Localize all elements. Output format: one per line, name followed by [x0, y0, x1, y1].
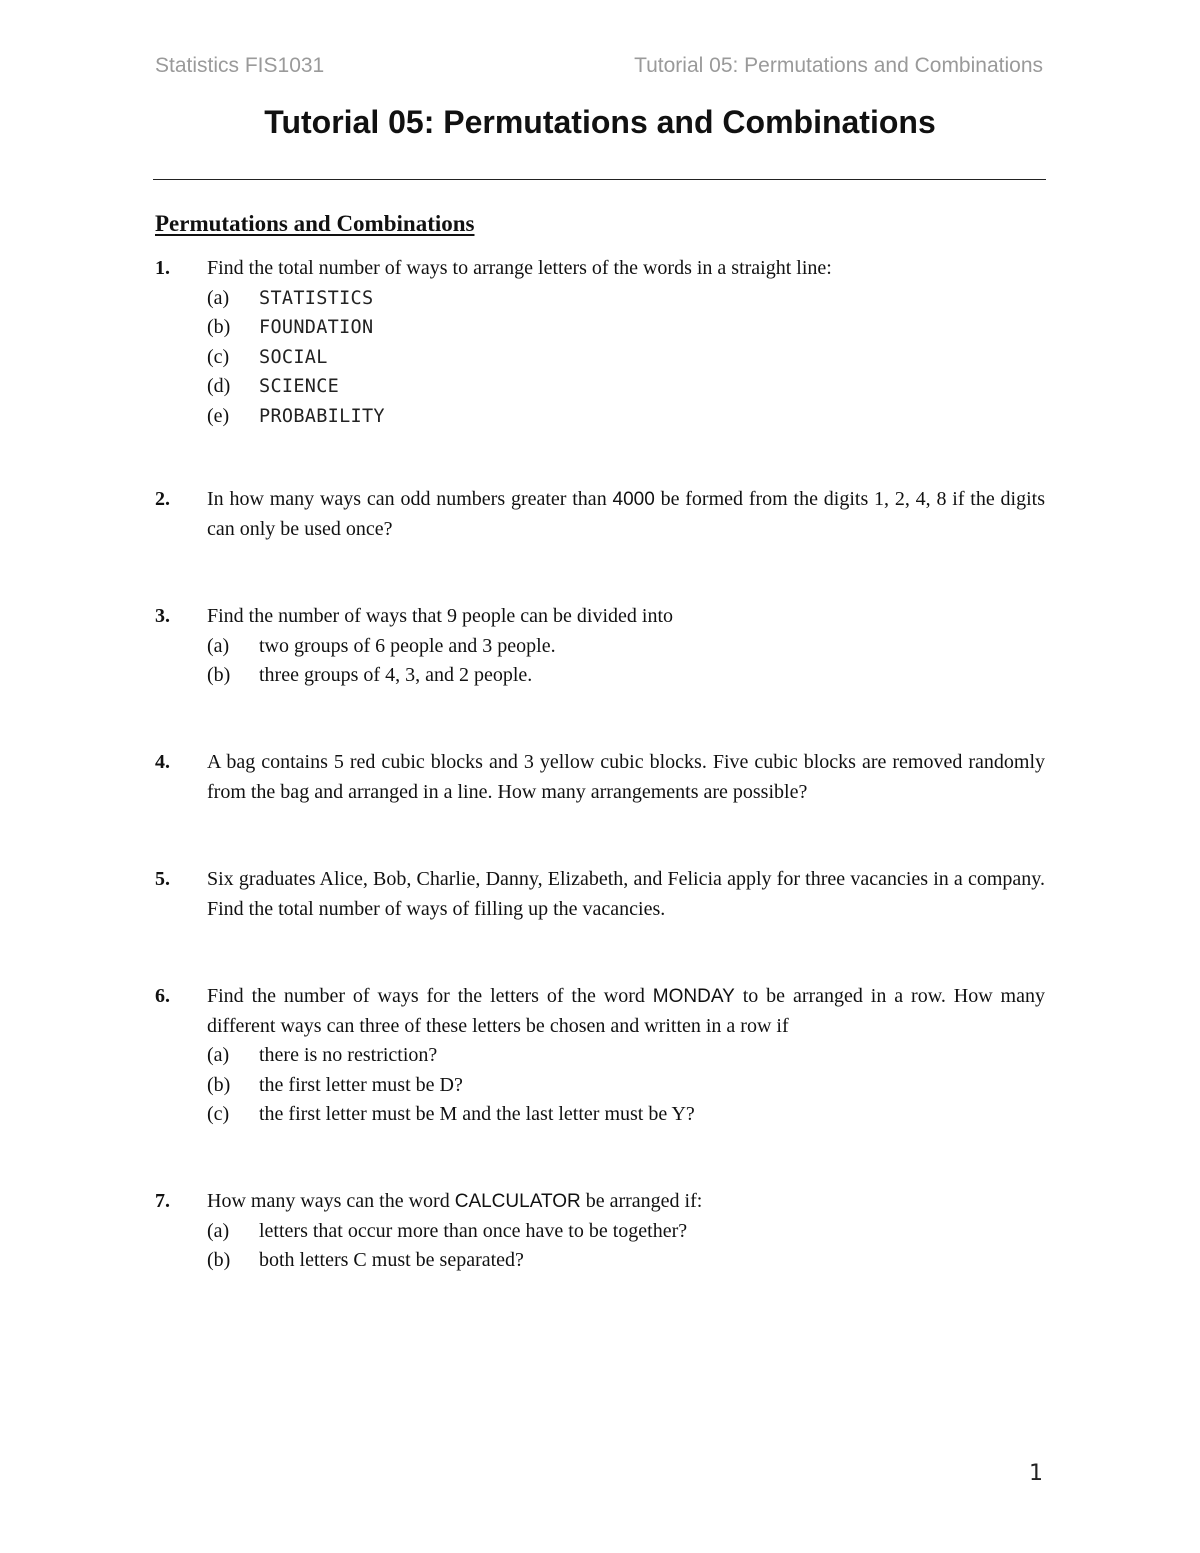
sub-text: there is no restriction?	[259, 1044, 438, 1066]
question-text	[207, 1187, 1045, 1217]
sub-text: letters that occur more than once have to be together?	[259, 1219, 688, 1242]
sub-label: (a)	[207, 1219, 230, 1242]
page-title: Tutorial 05: Permutations and Combinations	[264, 104, 936, 140]
question-1	[155, 254, 1045, 431]
question-5	[155, 865, 1045, 924]
question-text: Find the number of ways that 9 people can be divided into	[207, 605, 674, 627]
word-foundation: FOUNDATION	[259, 317, 374, 338]
question-text-part: be formed from the digits 1, 2, 4, 8 if the digits can only be used once?	[207, 488, 1045, 540]
question-text-part: In how many ways can odd numbers greater than	[207, 488, 613, 510]
question-6	[155, 982, 1045, 1130]
sub-question	[207, 343, 1045, 373]
question-text-part: to be arranged in a row. How many different ways can three of these letters be chosen and written in a row if	[207, 985, 1045, 1037]
sub-text: two groups of 6 people and 3 people.	[259, 634, 556, 657]
sub-label: (a)	[207, 1044, 230, 1066]
sub-question	[207, 1100, 1045, 1130]
sub-text: both letters C must be separated?	[259, 1249, 524, 1271]
word-calculator: CALCULATOR	[454, 1191, 581, 1212]
sub-question	[207, 1041, 1045, 1071]
question-number: 3.	[155, 605, 170, 627]
question-number: 4.	[155, 751, 170, 773]
sub-question	[207, 402, 1045, 432]
header-course: Statistics FIS1031	[155, 54, 325, 77]
sub-question	[207, 1246, 1045, 1276]
word-probability: PROBABILITY	[259, 405, 385, 427]
sub-question	[207, 661, 1045, 691]
section-heading: Permutations and Combinations	[155, 211, 475, 236]
question-text	[207, 982, 1045, 1041]
page-number: 1	[1029, 1461, 1043, 1486]
sub-label: (a)	[207, 634, 230, 657]
sub-label: (b)	[207, 664, 231, 686]
question-text: Find the total number of ways to arrange letters of the words in a straight line:	[207, 257, 832, 279]
sub-label: (b)	[207, 316, 231, 338]
sub-question	[207, 313, 1045, 343]
title-divider	[153, 179, 1046, 180]
sub-question	[207, 284, 1045, 314]
question-2	[155, 485, 1045, 544]
word-science: SCIENCE	[259, 376, 340, 397]
sub-label: (b)	[207, 1249, 231, 1271]
sub-question	[207, 632, 1045, 662]
sub-label: (e)	[207, 404, 230, 427]
question-number: 2.	[155, 488, 170, 510]
question-text: Six graduates Alice, Bob, Charlie, Danny, Elizabeth, and Felicia apply for three vacancies in a company. Find the total number of ways of filling up the vacancies.	[207, 868, 1045, 920]
word-monday: MONDAY	[652, 986, 735, 1007]
sub-text: three groups of 4, 3, and 2 people.	[259, 664, 533, 686]
question-number: 1.	[155, 257, 170, 279]
sub-text: the first letter must be M and the last letter must be Y?	[259, 1103, 695, 1125]
sub-label: (a)	[207, 286, 230, 309]
sub-label: (b)	[207, 1073, 231, 1096]
question-number: 6.	[155, 985, 170, 1007]
question-text: A bag contains 5 red cubic blocks and 3 yellow cubic blocks. Five cubic blocks are removed randomly from the bag and arranged in a line. How many arrangements are possible?	[207, 751, 1045, 803]
question-4	[155, 748, 1045, 807]
sub-label: (c)	[207, 345, 230, 368]
question-number: 5.	[155, 868, 170, 890]
question-text-part: How many ways can the word	[207, 1190, 455, 1212]
question-number: 7.	[155, 1190, 170, 1212]
sub-question	[207, 1217, 1045, 1247]
word-statistics: STATISTICS	[259, 287, 374, 309]
sub-question	[207, 372, 1045, 402]
question-3	[155, 602, 1045, 691]
sub-label: (c)	[207, 1103, 230, 1125]
sub-question	[207, 1071, 1045, 1101]
sub-text: the first letter must be D?	[259, 1073, 463, 1096]
question-7	[155, 1187, 1045, 1276]
word-social: SOCIAL	[259, 346, 328, 368]
sub-label: (d)	[207, 375, 231, 397]
header-tutorial-title: Tutorial 05: Permutations and Combinations	[634, 54, 1043, 77]
question-text-part: be arranged if:	[580, 1190, 703, 1212]
number-4000: 4000	[612, 489, 655, 510]
question-text-part: Find the number of ways for the letters of the word	[207, 985, 653, 1007]
question-text	[207, 485, 1045, 544]
